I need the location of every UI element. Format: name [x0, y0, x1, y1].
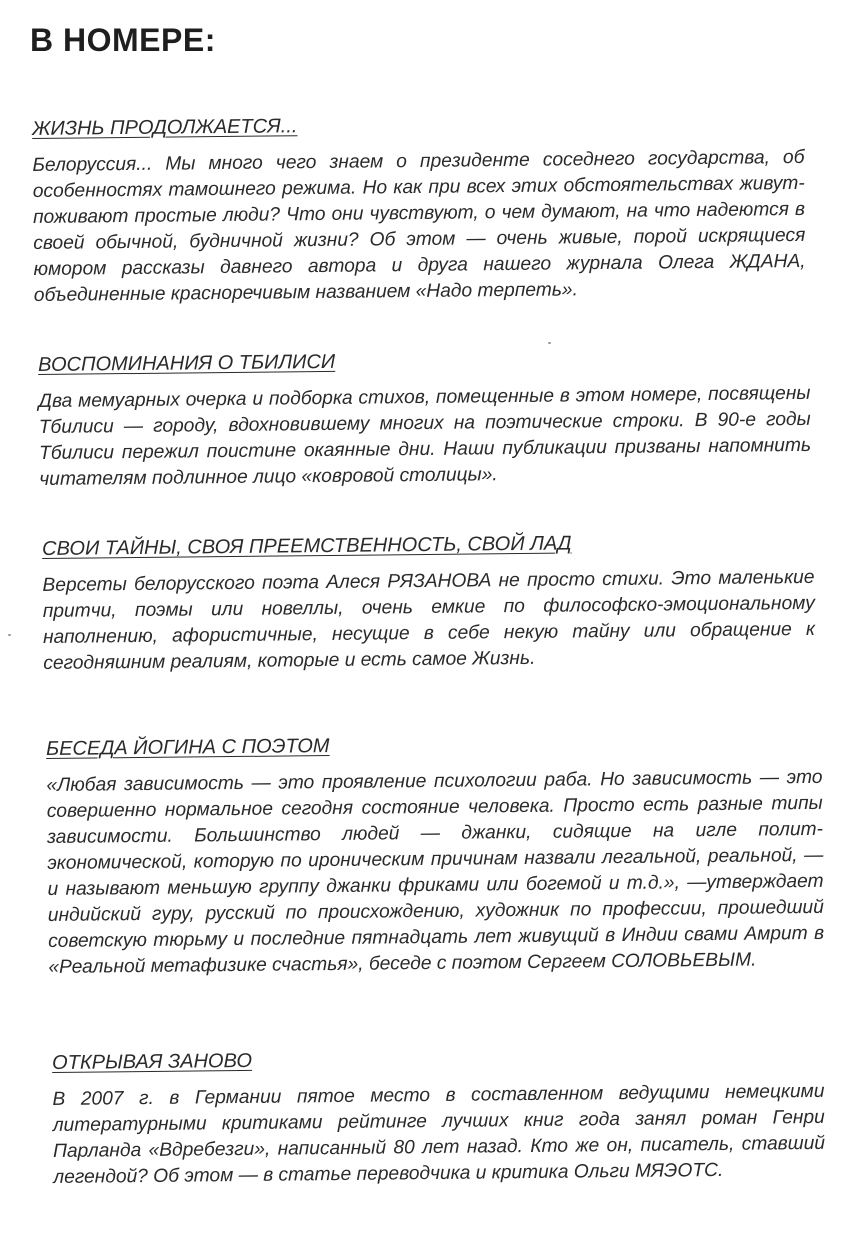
scan-speck — [8, 634, 11, 636]
contents-section — [46, 730, 825, 981]
section-description: «Любая зависимость — это проявление психологии раба. Но зависимость — это совершенно нормальное сегодня состояние человека. Просто есть разные типы зависимости. Большинство людей — джанки, сидящие на игле полит-экономической, которую по ироническим причинам назвали легальной, реальной, — и называют меньшую группу джанки фриками или богемой и т.д.», —утверждает индийский гуру, русский по происхождению, художник по профессии, прошедший советскую тюрьму и последние пятнадцать лет живущий в Индии свами Амрит в «Реальной метафизике счастья», беседе с поэтом Сергеем СОЛОВЬЕВЫМ. — [46, 766, 825, 978]
section-heading: ВОСПОМИНАНИЯ О ТБИЛИСИ — [38, 350, 336, 376]
page-title: В НОМЕРЕ: — [30, 22, 216, 58]
section-description: В 2007 г. в Германии пятое место в составленном ведущими немецкими литературными критиками рейтинге лучших книг года занял роман Генри Парланда «Вдребезги», написанный 80 лет назад. Кто же он, писатель, ставший легендой? Об этом — в статье переводчика и критика Ольги МЯЭОТС. — [52, 1080, 826, 1188]
section-heading: БЕСЕДА ЙОГИНА С ПОЭТОМ — [46, 735, 330, 760]
section-heading: СВОИ ТАЙНЫ, СВОЯ ПРЕЕМСТВЕННОСТЬ, СВОЙ ЛАД — [42, 532, 572, 560]
contents-section — [52, 1044, 825, 1191]
scan-speck — [548, 342, 551, 344]
contents-section — [32, 110, 806, 309]
section-description: Версеты белорусского поэта Алеся РЯЗАНОВА не просто стихи. Это маленькие притчи, поэмы или новеллы, очень емкие по философско-эмоциональному наполнению, афористичные, несущие в себе некую тайну или обращение к сегодняшним реалиям, которые и есть самое Жизнь. — [42, 566, 816, 674]
contents-section — [42, 530, 815, 677]
section-description: Два мемуарных очерка и подборка стихов, помещенные в этом номере, посвящены Тбилиси — городу, вдохновившему многих на поэтические строки. В 90-е годы Тбилиси пережил поистине окаянные дни. Наши публикации призваны напомнить читателям подлинное лицо «ковровой столицы». — [38, 382, 812, 490]
section-description: Белоруссия... Мы много чего знаем о президенте соседнего государства, об особенностях тамошнего режима. Но как при всех этих обстоятельствах живут-поживают простые люди? Что они чувствуют, о чем думают, на что надеются в своей обычной, будничной жизни? Об этом — очень живые, порой искрящиеся юмором рассказы давнего автора и друга нашего журнала Олега ЖДАНА, объединенные красноречивым названием «Надо терпеть». — [32, 146, 806, 306]
contents-section — [38, 346, 811, 493]
section-heading: ЖИЗНЬ ПРОДОЛЖАЕТСЯ... — [32, 115, 298, 140]
section-heading: ОТКРЫВАЯ ЗАНОВО — [52, 1049, 253, 1074]
